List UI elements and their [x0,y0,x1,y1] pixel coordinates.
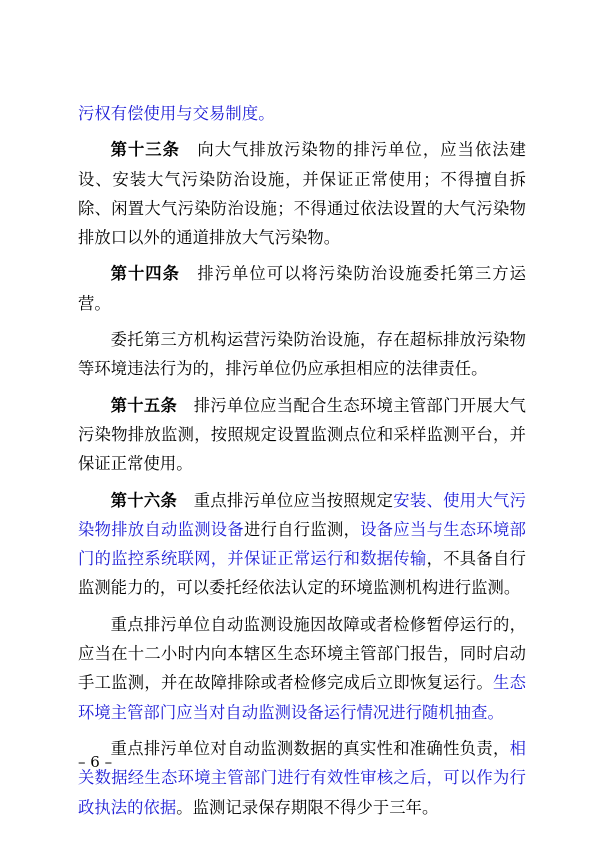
article-heading: 第十四条 [110,264,180,284]
paragraph [78,259,526,318]
paragraph-text: 。监测记录保存期限不得少于三年。 [176,797,439,817]
paragraph [78,734,526,822]
paragraph-text: 排污单位应当配合生态环境主管部门开展大气污染物排放监测，按照规定设置监测点位和采样监测平台，并保证正常使用。 [78,395,527,474]
paragraph [78,391,526,479]
document-body [78,99,526,829]
paragraph-text: 进行自行监测， [244,519,361,539]
article-heading: 第十三条 [110,140,180,160]
article-heading: 第十五条 [110,395,178,415]
paragraph [78,99,526,128]
paragraph [78,610,526,727]
paragraph-text: 重点排污单位对自动监测数据的真实性和准确性负责， [110,738,510,758]
paragraph [78,135,526,252]
article-heading: 第十六条 [110,490,178,510]
paragraph-text: 排污单位可以将污染防治设施委托第三方运营。 [78,264,526,313]
page-number: – 6 – [78,753,113,771]
paragraph-text: 重点排污单位应当按照规定 [177,490,394,510]
paragraph-text: 重点排污单位自动监测设施因故障或者检修暂停运行的，应当在十二小时内向本辖区生态环境主管部门报告，同时启动手工监测，并在故障排除或者检修完成后立即恢复运行。 [78,614,526,693]
highlighted-text: 污权有偿使用与交易制度。 [78,104,275,123]
highlighted-text: 设备应当与生态环境部门的监控系统联网，并保证正常运行和数据传输 [78,519,526,569]
highlighted-text: 安装、使用大气污染物排放自动监测设备 [78,490,526,539]
paragraph [78,325,526,384]
paragraph [78,486,526,603]
paragraph-text: ，不具备自行监测能力的，可以委托经依法认定的环境监测机构进行监测。 [78,549,526,598]
paragraph-text: 向大气排放污染物的排污单位，应当依法建设、安装大气污染防治设施，并保证正常使用；不得擅自拆除、闲置大气污染防治设施；不得通过依法设置的大气污染物排放口以外的通道排放大气污染物。 [78,140,526,248]
paragraph-text: 委托第三方机构运营污染防治设施，存在超标排放污染物等环境违法行为的，排污单位仍应承担相应的法律责任。 [78,330,526,379]
highlighted-text: 相关数据经生态环境主管部门进行有效性审核之后，可以作为行政执法的依据 [78,738,526,817]
highlighted-text: 生态环境主管部门应当对自动监测设备运行情况进行随机抽查。 [78,673,526,722]
